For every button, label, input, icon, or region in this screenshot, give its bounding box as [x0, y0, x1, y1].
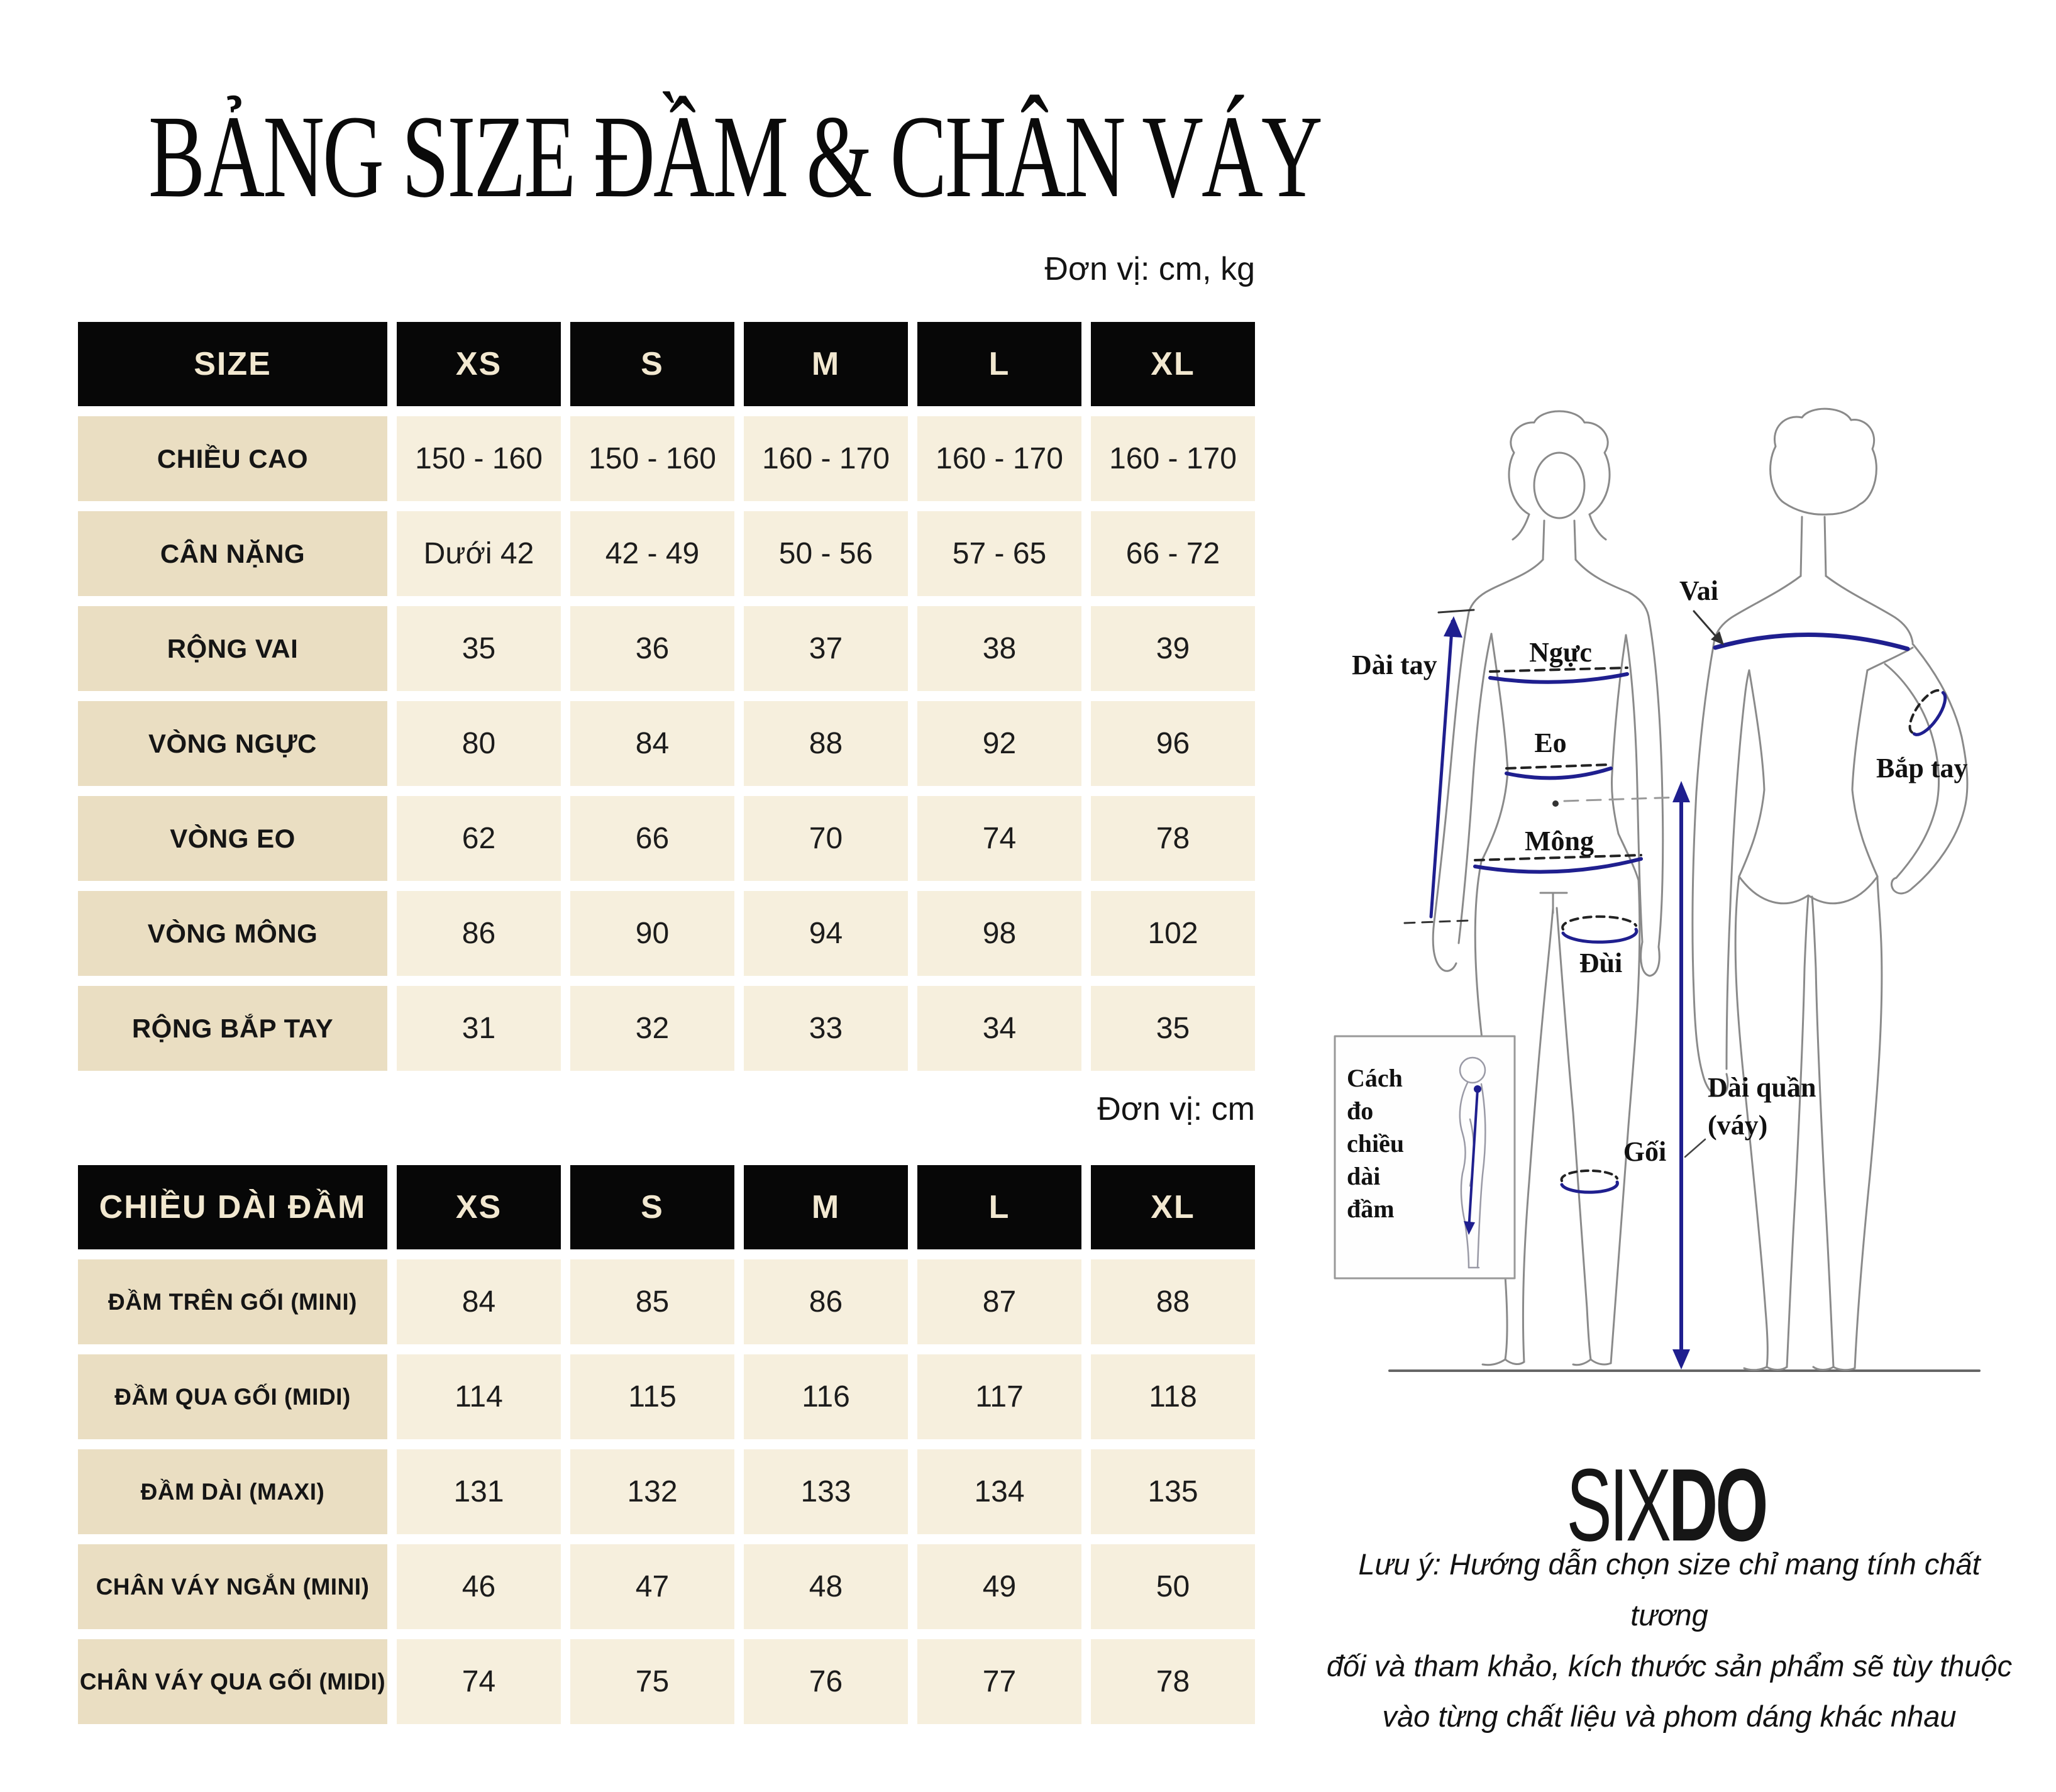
table-cell: 70 [744, 796, 908, 881]
table-cell: 50 [1091, 1544, 1255, 1629]
size-table-header-cell: XL [1091, 322, 1255, 406]
table-cell: 131 [397, 1449, 561, 1534]
table-cell: 115 [570, 1354, 734, 1439]
row-label: ĐẦM TRÊN GỐI (MINI) [78, 1259, 387, 1344]
table-cell: 66 - 72 [1091, 511, 1255, 596]
table-cell: 35 [397, 606, 561, 691]
table-cell: 35 [1091, 986, 1255, 1071]
table-cell: 98 [917, 891, 1081, 976]
table-cell: 134 [917, 1449, 1081, 1534]
table-cell: 135 [1091, 1449, 1255, 1534]
table-cell: 117 [917, 1354, 1081, 1439]
table-cell: 42 - 49 [570, 511, 734, 596]
table-cell: 47 [570, 1544, 734, 1629]
table-cell: 48 [744, 1544, 908, 1629]
unit-note-top: Đơn vị: cm, kg [1044, 251, 1255, 287]
footer-note-line: Lưu ý: Hướng dẫn chọn size chỉ mang tính chất tương [1358, 1547, 1981, 1632]
row-label: CHIỀU CAO [78, 416, 387, 501]
label-sleeve-length: Dài tay [1352, 650, 1437, 680]
table-cell: 39 [1091, 606, 1255, 691]
table-cell: 133 [744, 1449, 908, 1534]
row-label: ĐẦM QUA GỐI (MIDI) [78, 1354, 387, 1439]
length-table-header-cell: XL [1091, 1165, 1255, 1249]
table-cell: 84 [397, 1259, 561, 1344]
table-cell: 150 - 160 [397, 416, 561, 501]
table-cell: 150 - 160 [570, 416, 734, 501]
table-cell: 86 [397, 891, 561, 976]
inset-label: đo [1347, 1097, 1374, 1125]
label-thigh: Đùi [1579, 948, 1623, 978]
size-table [78, 322, 1255, 1071]
hip-line [1475, 859, 1641, 872]
upper-arm-line [1914, 693, 1951, 740]
inset-label: đầm [1347, 1195, 1395, 1223]
table-cell: 88 [744, 701, 908, 786]
table-cell: 114 [397, 1354, 561, 1439]
footer-note-line: đối và tham khảo, kích thước sản phẩm sẽ tùy thuộc [1326, 1649, 2013, 1683]
table-cell: 37 [744, 606, 908, 691]
table-cell: 160 - 170 [744, 416, 908, 501]
table-cell: 49 [917, 1544, 1081, 1629]
table-cell: 92 [917, 701, 1081, 786]
table-cell: 50 - 56 [744, 511, 908, 596]
row-label: CHÂN VÁY NGẮN (MINI) [78, 1544, 387, 1629]
footer-note-line: vào từng chất liệu và phom dáng khác nhau [1382, 1700, 1957, 1734]
table-cell: 116 [744, 1354, 908, 1439]
length-table-header-cell: S [570, 1165, 734, 1249]
inset-label: Cách [1347, 1064, 1403, 1092]
size-table-header-cell: SIZE [78, 322, 387, 406]
table-cell: 46 [397, 1544, 561, 1629]
row-label: VÒNG MÔNG [78, 891, 387, 976]
label-chest: Ngực [1529, 637, 1592, 668]
table-cell: 31 [397, 986, 561, 1071]
label-hip: Mông [1525, 826, 1594, 856]
row-label: VÒNG NGỰC [78, 701, 387, 786]
table-cell: 38 [917, 606, 1081, 691]
table-cell: 102 [1091, 891, 1255, 976]
waist-line [1506, 768, 1611, 778]
table-cell: 84 [570, 701, 734, 786]
inset-label: chiều [1347, 1129, 1405, 1158]
table-cell: 57 - 65 [917, 511, 1081, 596]
row-label: CÂN NẶNG [78, 511, 387, 596]
body-measurement-diagram [1283, 377, 2056, 1383]
brand-logo-do: DO [1669, 1447, 1766, 1562]
table-cell: 160 - 170 [917, 416, 1081, 501]
row-label: RỘNG VAI [78, 606, 387, 691]
size-table-header-cell: L [917, 322, 1081, 406]
shoulder-line [1715, 634, 1908, 649]
table-cell: 80 [397, 701, 561, 786]
table-cell: Dưới 42 [397, 511, 561, 596]
table-cell: 66 [570, 796, 734, 881]
table-cell: 78 [1091, 1639, 1255, 1724]
length-table-header-cell: XS [397, 1165, 561, 1249]
inset-label: dài [1347, 1162, 1381, 1190]
table-cell: 62 [397, 796, 561, 881]
table-cell: 86 [744, 1259, 908, 1344]
table-cell: 87 [917, 1259, 1081, 1344]
page-title: BẢNG SIZE ĐẦM & CHÂN VÁY [148, 91, 1321, 222]
table-cell: 94 [744, 891, 908, 976]
back-figure-outline [1693, 409, 1967, 1370]
label-waist: Eo [1534, 727, 1567, 758]
table-cell: 96 [1091, 701, 1255, 786]
table-cell: 32 [570, 986, 734, 1071]
label-knee: Gối [1623, 1136, 1667, 1167]
row-label: VÒNG EO [78, 796, 387, 881]
brand-logo-six: SIX [1566, 1447, 1669, 1562]
table-cell: 77 [917, 1639, 1081, 1724]
row-label: CHÂN VÁY QUA GỐI (MIDI) [78, 1639, 387, 1724]
table-cell: 34 [917, 986, 1081, 1071]
row-label: RỘNG BẮP TAY [78, 986, 387, 1071]
footer-note [1324, 1539, 2015, 1742]
size-table-header-cell: M [744, 322, 908, 406]
knee-line [1562, 1182, 1617, 1192]
table-cell: 88 [1091, 1259, 1255, 1344]
label-garment-length-1: Dài quần [1708, 1072, 1816, 1103]
label-garment-length-2: (váy) [1708, 1110, 1768, 1141]
table-cell: 132 [570, 1449, 734, 1534]
length-table-header-cell: M [744, 1165, 908, 1249]
table-cell: 90 [570, 891, 734, 976]
table-cell: 74 [397, 1639, 561, 1724]
table-cell: 76 [744, 1639, 908, 1724]
table-cell: 78 [1091, 796, 1255, 881]
table-cell: 33 [744, 986, 908, 1071]
thigh-line [1563, 929, 1637, 942]
table-cell: 160 - 170 [1091, 416, 1255, 501]
table-cell: 75 [570, 1639, 734, 1724]
row-label: ĐẦM DÀI (MAXI) [78, 1449, 387, 1534]
table-cell: 85 [570, 1259, 734, 1344]
dress-length-inset [1335, 1036, 1515, 1278]
chest-line [1490, 674, 1627, 682]
length-table-header-cell: CHIỀU DÀI ĐẦM [78, 1165, 387, 1249]
table-cell: 118 [1091, 1354, 1255, 1439]
label-upper-arm: Bắp tay [1876, 753, 1968, 783]
table-cell: 36 [570, 606, 734, 691]
label-shoulder: Vai [1679, 575, 1718, 606]
unit-note-bottom: Đơn vị: cm [1097, 1091, 1255, 1127]
table-cell: 74 [917, 796, 1081, 881]
size-table-header-cell: XS [397, 322, 561, 406]
size-table-header-cell: S [570, 322, 734, 406]
length-table-header-cell: L [917, 1165, 1081, 1249]
length-table [78, 1165, 1255, 1724]
